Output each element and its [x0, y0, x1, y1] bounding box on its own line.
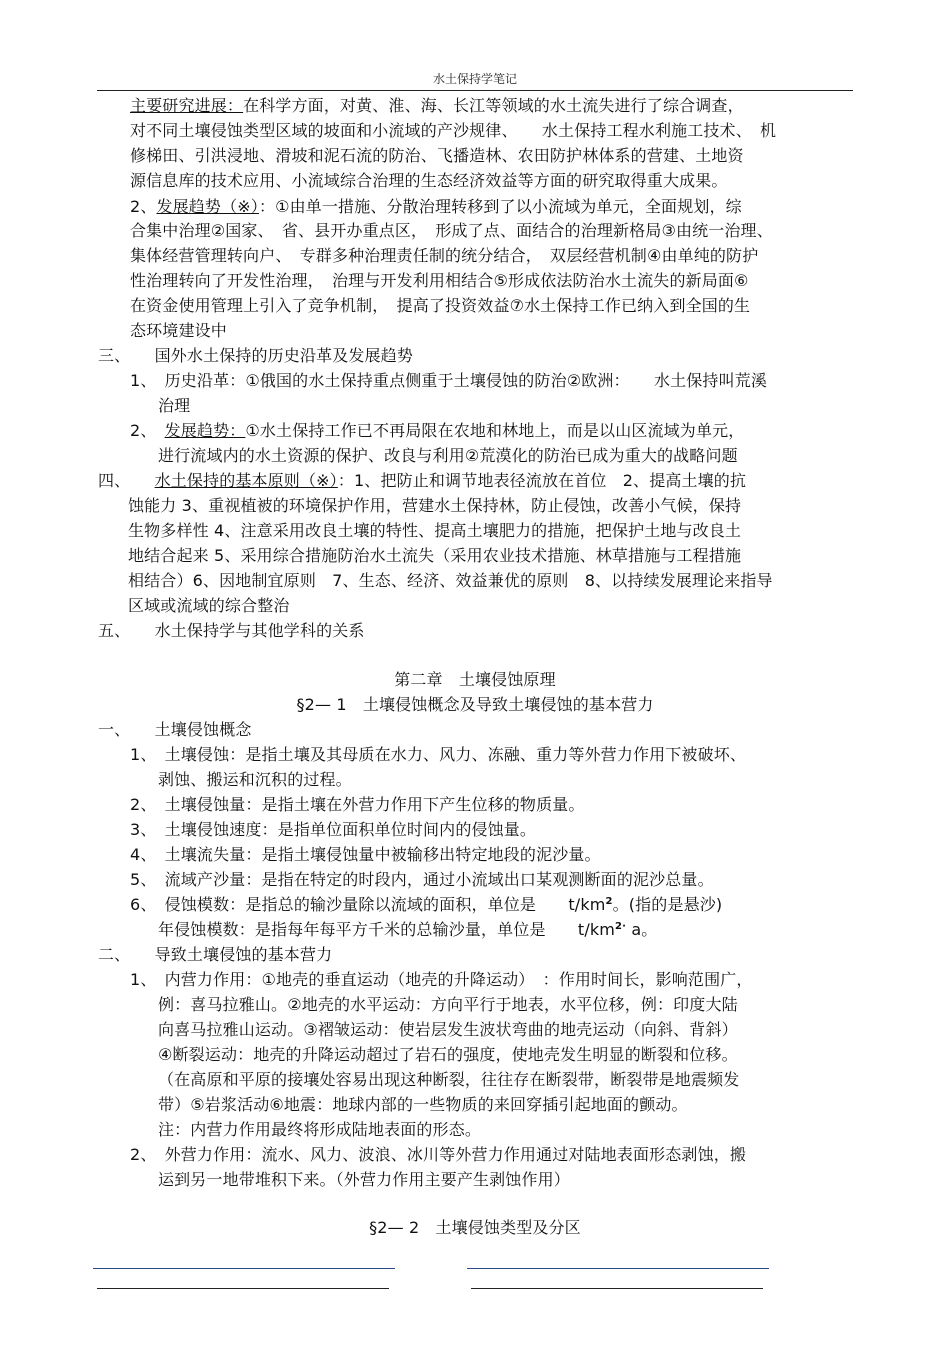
text-line: 源信息库的技术应用、小流域综合治理的生态经济效益等方面的研究取得重大成果。 — [130, 171, 728, 190]
text-line: 3、 土壤侵蚀速度：是指单位面积单位时间内的侵蚀量。 — [130, 820, 537, 839]
text-line: 带）⑤岩浆活动⑥地震：地球内部的一些物质的来回穿插引起地面的颤动。 — [158, 1095, 688, 1114]
item-number: 2、 — [130, 197, 157, 216]
section-title: §2— 1 土壤侵蚀概念及导致土壤侵蚀的基本营力 — [296, 695, 654, 714]
text-line: 1、 土壤侵蚀：是指土壤及其母质在水力、风力、冻融、重力等外营力作用下被破坏、 — [130, 745, 747, 764]
footer-rule-left-lower — [97, 1288, 389, 1289]
section-heading: 二、 导致土壤侵蚀的基本营力 — [98, 945, 333, 964]
text-line: 运到另一地带堆积下来。（外营力作用主要产生剥蚀作用） — [158, 1170, 570, 1189]
section-heading: 五、 水土保持学与其他学科的关系 — [98, 621, 365, 640]
text-run: ：①由单一措施、分散治理转移到了以小流域为单元，全面规划，综 — [258, 197, 742, 216]
text-line: 向喜马拉雅山运动。③褶皱运动：使岩层发生波状弯曲的地壳运动（向斜、背斜） — [158, 1020, 738, 1039]
text-run: ①水土保持工作已不再局限在农地和林地上，而是以山区流域为单元， — [245, 421, 745, 440]
text-line: 4、 土壤流失量：是指土壤侵蚀量中被输移出特定地段的泥沙量。 — [130, 845, 601, 864]
text-line: 进行流域内的水土资源的保护、改良与利用②荒漠化的防治已成为重大的战略问题 — [158, 446, 738, 465]
page-header-title: 水土保持学笔记 — [432, 72, 517, 86]
chapter-title: 第二章 土壤侵蚀原理 — [394, 670, 556, 689]
text-line — [130, 96, 744, 116]
principles-label: 水土保持的基本原则（※） — [154, 471, 338, 490]
text-run: 在科学方面，对黄、淮、海、长江等领域的水土流失进行了综合调查， — [243, 96, 744, 115]
superscript: 2· — [615, 921, 627, 932]
text-run: ：1、把防止和调节地表径流放在首位 2、提高土壤的抗 — [337, 471, 747, 490]
footer-rule-right — [467, 1268, 769, 1269]
text-line — [158, 920, 657, 940]
text-line: ④断裂运动：地壳的升降运动超过了岩石的强度，使地壳发生明显的断裂和位移。 — [158, 1045, 738, 1064]
text-line: 注：内营力作用最终将形成陆地表面的形态。 — [158, 1120, 482, 1139]
section-heading — [98, 471, 746, 491]
text-run: 6、 侵蚀模数：是指总的输沙量除以流域的面积，单位是 t/km — [130, 895, 606, 914]
section-heading: 一、 土壤侵蚀概念 — [98, 720, 252, 739]
text-line: 蚀能力 3、重视植被的环境保护作用，营建水土保持林，防止侵蚀，改善小气候，保持 — [128, 496, 742, 515]
section-title: §2— 2 土壤侵蚀类型及分区 — [369, 1218, 581, 1237]
footer-rule-left — [93, 1268, 395, 1269]
text-line: 区域或流域的综合整治 — [128, 596, 290, 615]
text-line — [130, 197, 742, 217]
text-line: 相结合）6、因地制宜原则 7、生态、经济、效益兼优的原则 8、以持续发展理论来指导 — [128, 571, 773, 590]
progress-label: 主要研究进展： — [130, 96, 244, 115]
text-line: 1、 内营力作用：①地壳的垂直运动（地壳的升降运动） ：作用时间长，影响范围广， — [130, 970, 753, 989]
text-line — [130, 421, 744, 441]
text-line: 生物多样性 4、注意采用改良土壤的特性、提高土壤肥力的措施，把保护土地与改良土 — [128, 521, 742, 540]
item-number: 2、 — [130, 421, 165, 440]
text-run: a。 — [626, 920, 658, 939]
text-line: 集体经营管理转向户、 专群多种治理责任制的统分结合， 双层经营机制④由单纯的防护 — [130, 246, 759, 265]
trend-label: 发展趋势： — [164, 421, 246, 440]
text-line: 剥蚀、搬运和沉积的过程。 — [158, 770, 352, 789]
text-line: 态环境建设中 — [130, 321, 227, 340]
item-number: 四、 — [98, 471, 155, 490]
superscript: 2 — [605, 896, 613, 907]
text-line: 5、 流域产沙量：是指在特定的时段内，通过小流域出口某观测断面的泥沙总量。 — [130, 870, 714, 889]
text-line: 合集中治理②国家、 省、县开办重点区， 形成了点、面结合的治理新格局③由统一治理、 — [130, 221, 773, 240]
trend-label: 发展趋势（※） — [156, 197, 259, 216]
text-run: 年侵蚀模数：是指每年每平方千米的总输沙量，单位是 t/km — [158, 920, 616, 939]
text-line: 2、 土壤侵蚀量：是指土壤在外营力作用下产生位移的物质量。 — [130, 795, 585, 814]
text-line: 性治理转向了开发性治理， 治理与开发利用相结合⑤形成依法防治水土流失的新局面⑥ — [130, 271, 749, 290]
text-line: 对不同土壤侵蚀类型区域的坡面和小流域的产沙规律、 水土保持工程水利施工技术、 机 — [130, 121, 777, 140]
section-heading: 三、 国外水土保持的历史沿革及发展趋势 — [98, 346, 414, 365]
text-line: 地结合起来 5、采用综合措施防治水土流失（采用农业技术措施、林草措施与工程措施 — [128, 546, 742, 565]
text-line: 修梯田、引洪浸地、滑坡和泥石流的防治、飞播造林、农田防护林体系的营建、土地资 — [130, 146, 744, 165]
header-divider — [97, 90, 853, 91]
text-line: 治理 — [158, 396, 191, 415]
text-line: 2、 外营力作用：流水、风力、波浪、冰川等外营力作用通过对陆地表面形态剥蚀，搬 — [130, 1145, 747, 1164]
text-line: 例：喜马拉雅山。②地壳的水平运动：方向平行于地表，水平位移，例：印度大陆 — [158, 995, 738, 1014]
footer-rule-right-lower — [471, 1288, 763, 1289]
text-line: 1、 历史沿革：①俄国的水土保持重点侧重于土壤侵蚀的防治②欧洲： 水土保持叫荒溪 — [130, 371, 768, 390]
text-line: 在资金使用管理上引入了竞争机制， 提高了投资效益⑦水土保持工作已纳入到全国的生 — [130, 296, 751, 315]
text-line: （在高原和平原的接壤处容易出现这种断裂，往往存在断裂带，断裂带是地震频发 — [158, 1070, 740, 1089]
text-run: 。(指的是悬沙) — [612, 895, 723, 914]
text-line — [130, 895, 722, 915]
